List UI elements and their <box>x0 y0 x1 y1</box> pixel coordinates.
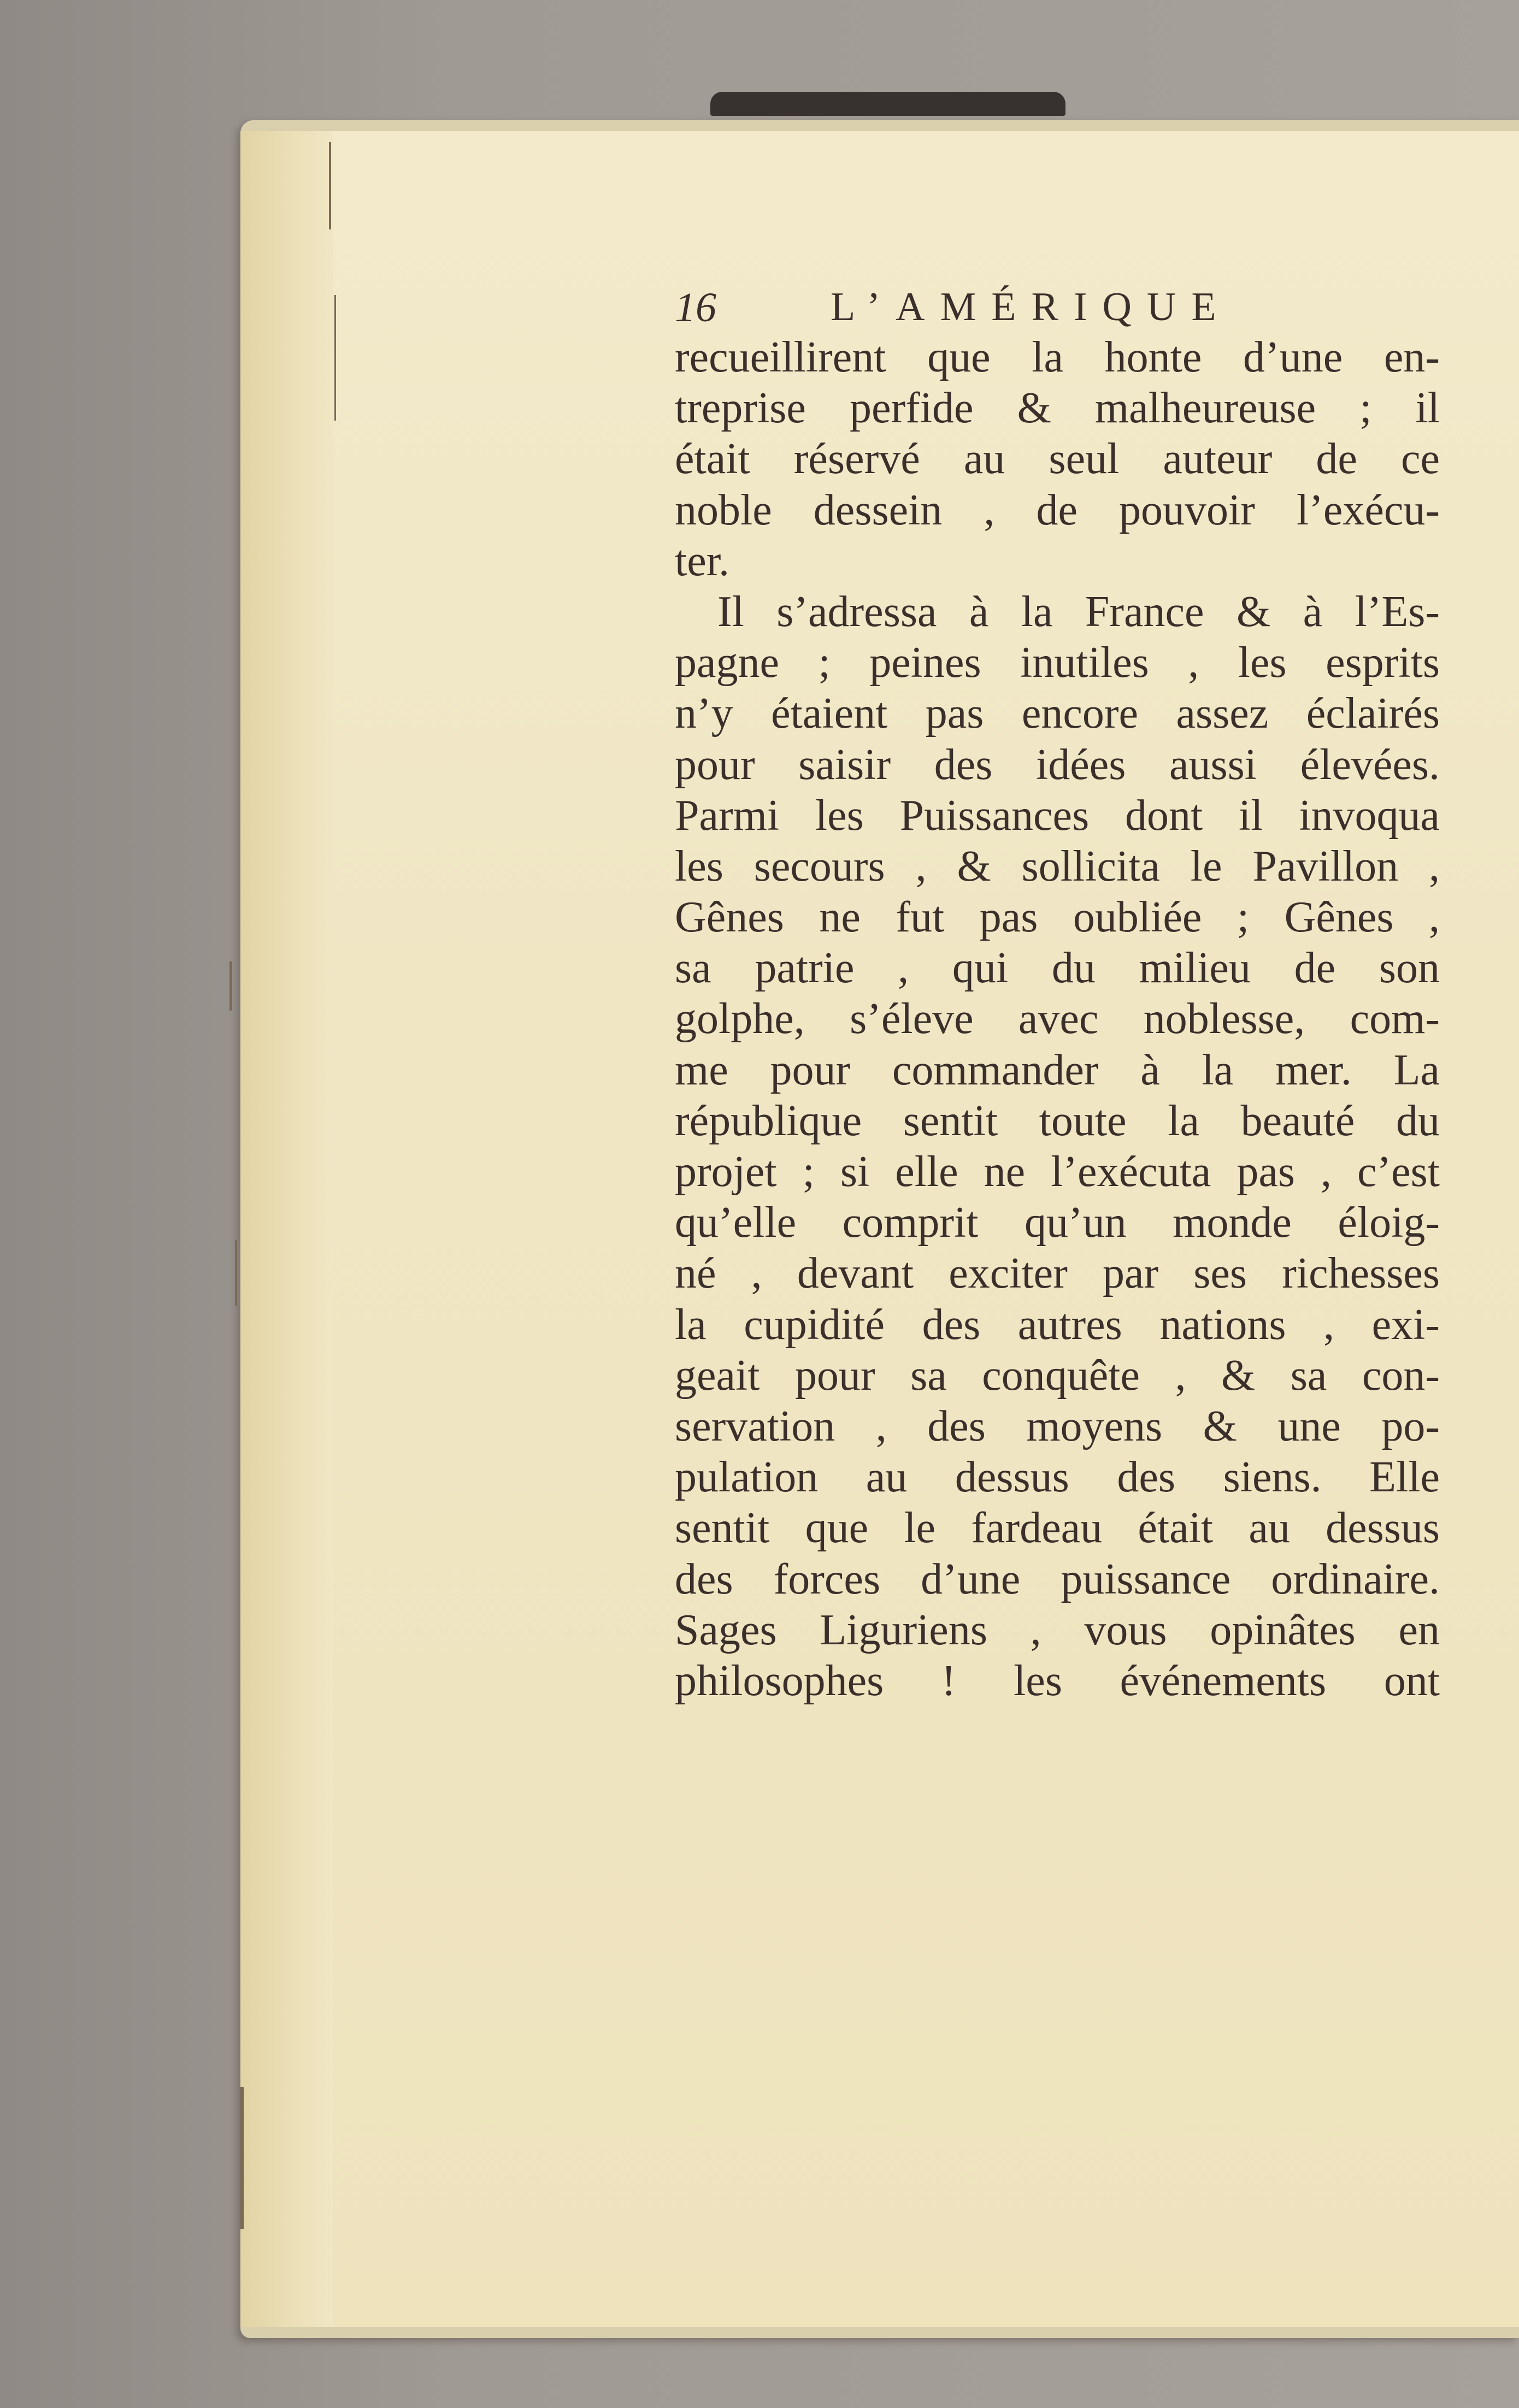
text-line: me pour commander à la mer. La <box>675 1046 1440 1094</box>
text-line: philosophes ! les événements ont <box>675 1656 1440 1705</box>
text-line: les secours , & sollicita le Pavillon , <box>675 842 1440 890</box>
text-line: Il s’adressa à la France & à l’Es- <box>717 587 1440 636</box>
text-line: qu’elle comprit qu’un monde éloig- <box>675 1199 1440 1247</box>
text-line: sentit que le fardeau était au dessus <box>675 1504 1440 1553</box>
running-title: L’AMÉRIQUE <box>831 285 1232 329</box>
text-line: treprise perfide & malheureuse ; il <box>675 384 1440 433</box>
book-spine-shadow <box>710 92 1065 116</box>
text-line: Gênes ne fut pas oubliée ; Gênes , <box>675 893 1440 942</box>
page-gutter <box>240 131 333 2327</box>
page-number: 16 <box>675 285 716 330</box>
text-line: servation , des moyens & une po- <box>675 1402 1440 1450</box>
text-line: pulation au dessus des siens. Elle <box>675 1453 1440 1502</box>
text-line: projet ; si elle ne l’exécuta pas , c’est <box>675 1148 1440 1196</box>
text-line: Sages Liguriens , vous opinâtes en <box>675 1606 1440 1654</box>
text-line: Parmi les Puissances dont il invoqua <box>675 791 1440 840</box>
text-line: noble dessein , de pouvoir l’exécu- <box>675 486 1440 534</box>
text-line: des forces d’une puissance ordinaire. <box>675 1555 1440 1603</box>
text-line: république sentit toute la beauté du <box>675 1096 1440 1145</box>
text-line: golphe, s’éleve avec noblesse, com- <box>675 995 1440 1043</box>
text-line: pagne ; peines inutiles , les esprits <box>675 639 1440 687</box>
gutter-mark <box>229 961 232 1011</box>
text-line: pour saisir des idées aussi élevées. <box>675 740 1440 789</box>
gutter-mark <box>329 142 331 229</box>
running-header <box>675 284 1440 332</box>
gutter-mark <box>235 1240 237 1306</box>
gutter-mark <box>334 295 336 421</box>
text-line: était réservé au seul auteur de ce <box>675 435 1440 483</box>
text-line: sa patrie , qui du milieu de son <box>675 944 1440 993</box>
text-line: la cupidité des autres nations , exi- <box>675 1300 1440 1349</box>
text-line: né , devant exciter par ses richesses <box>675 1249 1440 1298</box>
page-text <box>675 284 1440 1707</box>
text-line: n’y étaient pas encore assez éclairés <box>675 689 1440 738</box>
text-line: recueillirent que la honte d’une en- <box>675 333 1440 381</box>
gutter-mark <box>240 2087 244 2229</box>
text-line: ter. <box>675 536 729 585</box>
text-line: geait pour sa conquête , & sa con- <box>675 1351 1440 1400</box>
